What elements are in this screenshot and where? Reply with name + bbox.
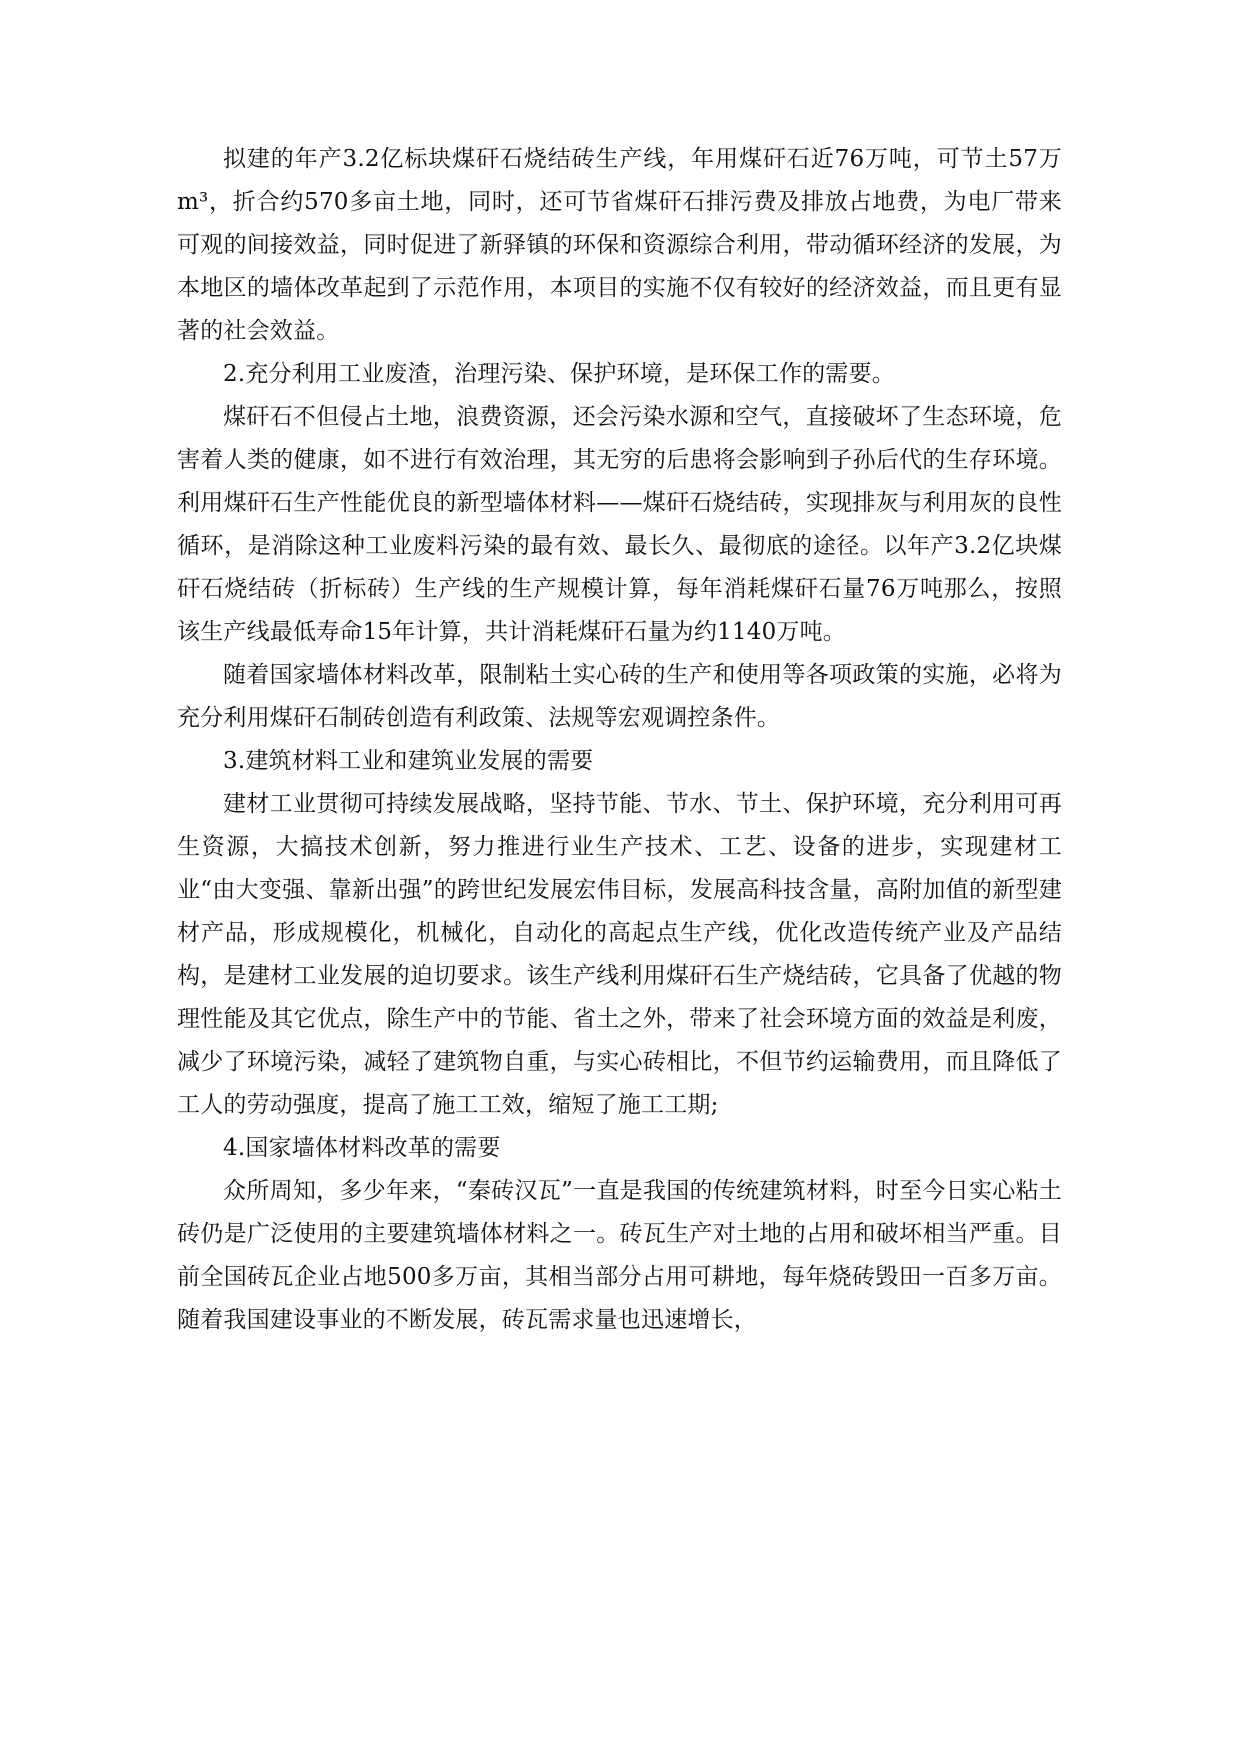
section-heading-3: 3.建筑材料工业和建筑业发展的需要 bbox=[223, 748, 594, 774]
section-heading-2: 2.充分利用工业废渣，治理污染、保护环境，是环保工作的需要。 bbox=[223, 361, 895, 387]
paragraph-policy-support: 随着国家墙体材料改革，限制粘土实心砖的生产和使用等各项政策的实施，必将为充分利用煤矸石制砖创造有利政策、法规等宏观调控条件。 bbox=[177, 662, 1062, 731]
paragraph-coal-gangue-benefits: 拟建的年产3.2亿标块煤矸石烧结砖生产线，年用煤矸石近76万吨，可节土57万m³，折合约570多亩土地，同时，还可节省煤矸石排污费及排放占地费，为电厂带来可观的间接效益，同时促进了新驿镇的环保和资源综合利用，带动循环经济的发展，为本地区的墙体改革起到了示范作用，本项目的实施不仅有较好的经济效益，而且更有显著的社会效益。 bbox=[177, 146, 1062, 344]
document-body bbox=[177, 138, 1062, 1342]
paragraph-building-materials-industry: 建材工业贯彻可持续发展战略，坚持节能、节水、节土、保护环境，充分利用可再生资源，大搞技术创新，努力推进行业生产技术、工艺、设备的进步，实现建材工业“由大变强、靠新出强”的跨世纪发展宏伟目标，发展高科技含量，高附加值的新型建材产品，形成规模化，机械化，自动化的高起点生产线，优化改造传统产业及产品结构，是建材工业发展的迫切要求。该生产线利用煤矸石生产烧结砖，它具备了优越的物理性能及其它优点，除生产中的节能、省土之外，带来了社会环境方面的效益是利废，减少了环境污染，减轻了建筑物自重，与实心砖相比，不但节约运输费用，而且降低了工人的劳动强度，提高了施工工效，缩短了施工工期; bbox=[177, 791, 1062, 1118]
paragraph-wall-material-reform: 众所周知，多少年来，“秦砖汉瓦”一直是我国的传统建筑材料，时至今日实心粘土砖仍是广泛使用的主要建筑墙体材料之一。砖瓦生产对土地的占用和破坏相当严重。目前全国砖瓦企业占地500多万亩，其相当部分占用可耕地，每年烧砖毁田一百多万亩。随着我国建设事业的不断发展，砖瓦需求量也迅速增长， bbox=[177, 1178, 1062, 1333]
paragraph-pollution-control: 煤矸石不但侵占土地，浪费资源，还会污染水源和空气，直接破坏了生态环境，危害着人类的健康，如不进行有效治理，其无穷的后患将会影响到子孙后代的生存环境。利用煤矸石生产性能优良的新型墙体材料——煤矸石烧结砖，实现排灰与利用灰的良性循环，是消除这种工业废料污染的最有效、最长久、最彻底的途径。以年产3.2亿块煤矸石烧结砖（折标砖）生产线的生产规模计算，每年消耗煤矸石量76万吨那么，按照该生产线最低寿命15年计算，共计消耗煤矸石量为约1140万吨。 bbox=[177, 404, 1062, 645]
section-heading-4: 4.国家墙体材料改革的需要 bbox=[223, 1135, 501, 1161]
